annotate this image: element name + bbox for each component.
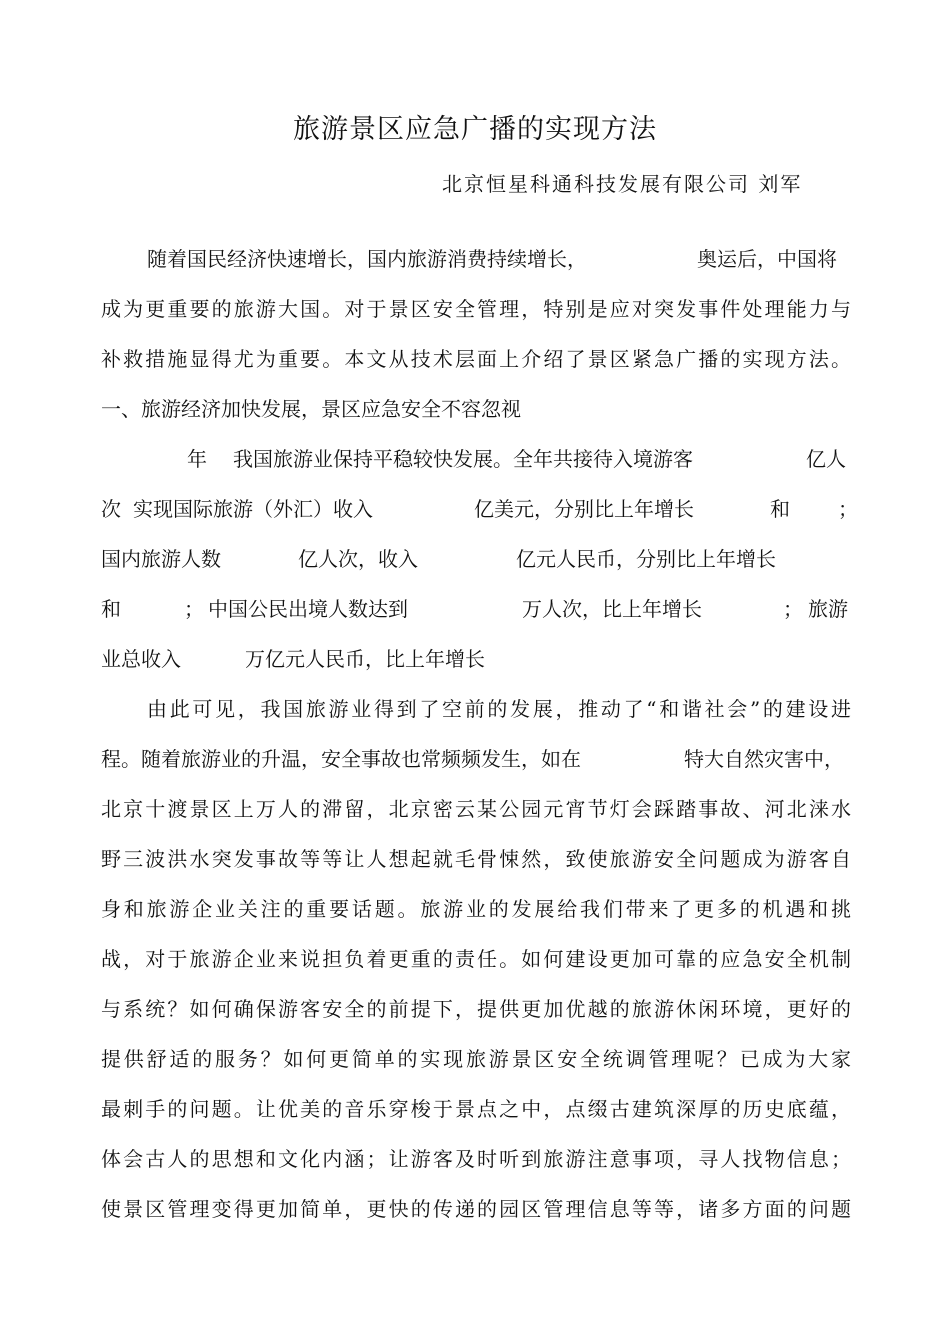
para2-line-4: 野三波洪水突发事故等等让人想起就毛骨悚然，致使旅游安全问题成为游客自 [101, 847, 851, 871]
stats-l1-a: 年 [187, 447, 207, 471]
para2-line-5: 身和旅游企业关注的重要话题。旅游业的发展给我们带来了更多的机遇和挑 [101, 897, 851, 921]
stats-l3-c: 亿元人民币，分别比上年增长 [516, 547, 776, 571]
intro-line-3: 补救措施显得尤为重要。本文从技术层面上介绍了景区紧急广播的实现方法。 [101, 347, 851, 371]
para2-line-7: 与系统？如何确保游客安全的前提下，提供更加优越的旅游休闲环境，更好的 [101, 997, 851, 1021]
stats-l3-b: 亿人次，收入 [298, 547, 418, 571]
para2-line-9: 最刺手的问题。让优美的音乐穿梭于景点之中，点缀古建筑深厚的历史底蕴， [101, 1097, 851, 1121]
stats-l4-d: 万人次，比上年增长 [522, 597, 702, 621]
para2-line-6: 战，对于旅游企业来说担负着更重的责任。如何建设更加可靠的应急安全机制 [101, 947, 851, 971]
stats-l4-b: ； [184, 597, 204, 621]
stats-l2-e: ； [838, 497, 858, 521]
para2-line-2a: 程。随着旅游业的升温，安全事故也常频频发生，如在 [101, 747, 581, 771]
stats-l4-f: 旅游 [808, 597, 848, 621]
para2-line-2b: 特大自然灾害中， [684, 747, 844, 771]
stats-l2-d: 和 [770, 497, 790, 521]
para2-line-11: 使景区管理变得更加简单，更快的传递的园区管理信息等等，诸多方面的问题 [101, 1197, 851, 1221]
intro-line-1b: 奥运后，中国将 [697, 247, 837, 271]
stats-l3-a: 国内旅游人数 [101, 547, 221, 571]
para2-line-8: 提供舒适的服务？如何更简单的实现旅游景区安全统调管理呢？已成为大家 [101, 1047, 851, 1071]
stats-l5-a: 业总收入 [101, 647, 181, 671]
section-heading: 一、旅游经济加快发展，景区应急安全不容忽视 [101, 397, 521, 421]
para2-line-3: 北京十渡景区上万人的滞留，北京密云某公园元宵节灯会踩踏事故、河北涞水 [101, 797, 851, 821]
para2-line-1: 由此可见，我国旅游业得到了空前的发展，推动了“和谐社会”的建设进 [147, 697, 851, 721]
stats-l5-b: 万亿元人民币，比上年增长 [245, 647, 485, 671]
document-title: 旅游景区应急广播的实现方法 [293, 114, 657, 145]
stats-l1-c: 亿人 [806, 447, 846, 471]
intro-line-1a: 随着国民经济快速增长，国内旅游消费持续增长， [147, 247, 587, 271]
stats-l4-e: ； [783, 597, 803, 621]
stats-l2-b: 实现国际旅游（外汇）收入 [133, 497, 373, 521]
stats-l4-a: 和 [101, 597, 121, 621]
author-byline: 北京恒星科通科技发展有限公司 刘军 [442, 172, 803, 196]
stats-l2-a: 次 [101, 497, 121, 521]
stats-l1-b: 我国旅游业保持平稳较快发展。全年共接待入境游客 [233, 447, 693, 471]
stats-l4-c: 中国公民出境人数达到 [208, 597, 408, 621]
intro-line-2: 成为更重要的旅游大国。对于景区安全管理，特别是应对突发事件处理能力与 [101, 297, 851, 321]
stats-l2-c: 亿美元，分别比上年增长 [474, 497, 694, 521]
para2-line-10: 体会古人的思想和文化内涵；让游客及时听到旅游注意事项，寻人找物信息； [101, 1147, 851, 1171]
